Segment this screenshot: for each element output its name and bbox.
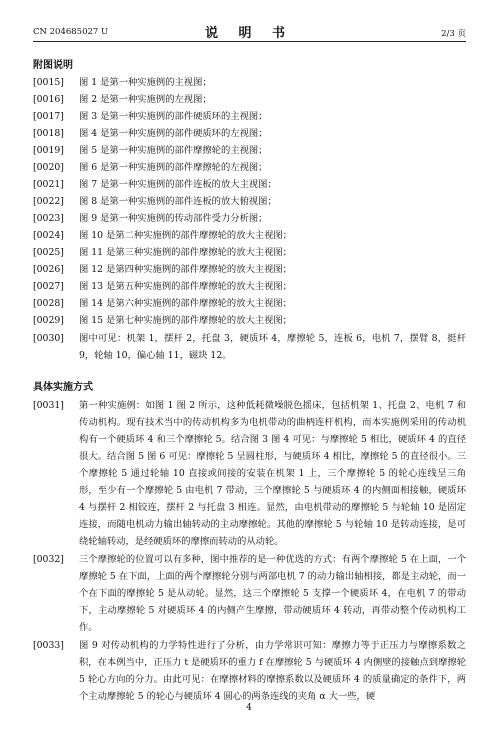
paragraph-text: 图 11 是第三种实施例的部件摩擦轮的放大主视图；: [79, 247, 292, 258]
paragraph-text: 图 9 对传动机构的力学特性进行了分析，由力学常识可知：摩擦力等于正压力与摩擦系数之积，在本例当中，正压力 t 是硬质环的重力 f 在摩擦轮 5 与硬质环 4 内侧壁的接触点到摩擦轮 5 轮心方向的分力。由此可见：在摩擦材料的摩擦系数以及硬质环 4 的质量确定的条件下，两个主动摩擦轮 5 的轮心与硬质环 4 圆心的两条连线的夹角 α 大一些，硬: [79, 640, 466, 702]
paragraph-text: 图 12 是第四种实施例的部件摩擦轮的放大主视图；: [79, 264, 292, 275]
paragraph-number: [0015]: [33, 77, 64, 88]
paragraph-text: 图 6 是第一种实施例的部件摩擦轮的左视图；: [79, 162, 268, 173]
paragraph-number: [0024]: [33, 230, 64, 241]
paragraph-text: 图 1 是第一种实施例的主视图；: [79, 77, 212, 88]
paragraph-text: 图 10 是第二种实施例的部件摩擦轮的放大主视图；: [79, 230, 292, 241]
paragraph-number: [0022]: [33, 196, 64, 207]
paragraph-text: 图 4 是第一种实施例的部件硬质环的左视图；: [79, 128, 268, 139]
figure-item: [33, 108, 466, 125]
figure-item: [33, 91, 466, 108]
figure-item: [33, 244, 466, 261]
body-paragraph: [33, 637, 466, 705]
figure-item: [33, 176, 466, 193]
figure-item: [33, 125, 466, 142]
document-body: [33, 58, 466, 705]
page-indicator: 2/3 页: [441, 29, 466, 39]
paragraph-text: 图 5 是第一种实施例的部件摩擦轮的主视图；: [79, 145, 268, 156]
figure-legend-paragraph: [33, 330, 466, 364]
paragraph-number: [0020]: [33, 162, 64, 173]
figure-item: [33, 193, 466, 210]
figure-item: [33, 210, 466, 227]
paragraph-number: [0025]: [33, 247, 64, 258]
embodiment-heading: 具体实施方式: [33, 382, 93, 393]
paragraph-number: [0016]: [33, 94, 64, 105]
paragraph-text: 图 2 是第一种实施例的左视图；: [79, 94, 212, 105]
paragraph-number: [0029]: [33, 315, 64, 326]
paragraph-number: [0027]: [33, 281, 64, 292]
figure-item: [33, 278, 466, 295]
body-paragraph: [33, 397, 466, 550]
page-number: 4: [246, 703, 252, 713]
figures-heading: 附图说明: [33, 60, 73, 71]
figure-item: [33, 142, 466, 159]
document-title: 说 明 书: [204, 26, 294, 41]
paragraph-number: [0032]: [33, 554, 64, 565]
figure-item: [33, 312, 466, 329]
paragraph-text: 图 7 是第一种实施例的部件连板的放大主视图；: [79, 179, 277, 190]
paragraph-number: [0031]: [33, 400, 64, 411]
header-divider: [33, 41, 466, 42]
paragraph-text: 三个摩擦轮的位置可以有多种，图中推荐的是一种优选的方式：有两个摩擦轮 5 在上面，一个摩擦轮 5 在下面，上面的两个摩擦轮分别与两部电机 7 的动力输出轴相接，都是主动轮，而一个在下面的摩擦轮 5 是从动轮。显然，这三个摩擦轮 5 支撑一个硬质环 4，在电机 7 的带动下，主动摩擦轮 5 对硬质环 4 的内侧产生摩擦，带动硬质环 4 转动，再带动整个传动机构工作。: [79, 554, 466, 633]
paragraph-text: 图 14 是第六种实施例的部件摩擦轮的放大主视图；: [79, 298, 292, 309]
figure-item: [33, 74, 466, 91]
body-paragraph: [33, 551, 466, 636]
figure-item: [33, 261, 466, 278]
paragraph-text: 图 13 是第五种实施例的部件摩擦轮的放大主视图；: [79, 281, 292, 292]
paragraph-text: 第一种实施例：如图 1 图 2 所示，这种低耗微噪脱色摇床，包括机架 1、托盘 2、电机 7 和传动机构。现有技术当中的传动机构多为电机带动的曲柄连杆机构，而本实施例采用的传动机构有一个硬质环 4 和三个摩擦轮 5。结合图 3 图 4 可见：与摩擦轮 5 相比，硬质环 4 的直径很大。结合图 5 图 6 可见：摩擦轮 5 呈圆柱形，与硬质环 4 相比，摩擦轮 5 的直径很小。三个摩擦轮 5 通过轮轴 10 直接或间接的安装在机架 1 上，三个摩擦轮 5 的轮心连线呈三角形，至少有一个摩擦轮 5 由电机 7 带动，三个摩擦轮 5 与硬质环 4 的内侧面相接触，硬质环 4 与摆杆 2 相铰连，摆杆 2 与托盘 3 相连。显然，由电机带动的摩擦轮 5 与轮轴 10 是固定连接，而随电机动力输出轴转动的主动摩擦轮。其他的摩擦轮 5 与轮轴 10 是转动连接，是可绕轮轴转动，是经硬质环的摩擦而转动的从动轮。: [79, 400, 466, 547]
paragraph-text: 图 9 是第一种实施例的传动部件受力分析图；: [79, 213, 268, 224]
paragraph-text: 图 3 是第一种实施例的部件硬质环的主视图；: [79, 111, 268, 122]
paragraph-number: [0026]: [33, 264, 64, 275]
document-number: CN 204685027 U: [33, 27, 109, 37]
figure-item: [33, 227, 466, 244]
paragraph-number: [0030]: [33, 333, 64, 344]
paragraph-number: [0033]: [33, 640, 64, 651]
paragraph-number: [0019]: [33, 145, 64, 156]
paragraph-text: 图 8 是第一种实施例的部件连板的放大俯视图；: [79, 196, 277, 207]
paragraph-number: [0021]: [33, 179, 64, 190]
figure-item: [33, 295, 466, 312]
paragraph-number: [0017]: [33, 111, 64, 122]
figure-item: [33, 159, 466, 176]
paragraph-number: [0028]: [33, 298, 64, 309]
paragraph-text: 图中可见：机架 1，摆杆 2，托盘 3，硬质环 4，摩擦轮 5，连板 6，电机 7，摆臂 8，挺杆 9，轮轴 10，偏心轴 11，磁块 12。: [79, 333, 466, 361]
paragraph-text: 图 15 是第七种实施例的部件摩擦轮的放大主视图；: [79, 315, 292, 326]
paragraph-number: [0018]: [33, 128, 64, 139]
paragraph-number: [0023]: [33, 213, 64, 224]
page-header: [0, 0, 498, 45]
